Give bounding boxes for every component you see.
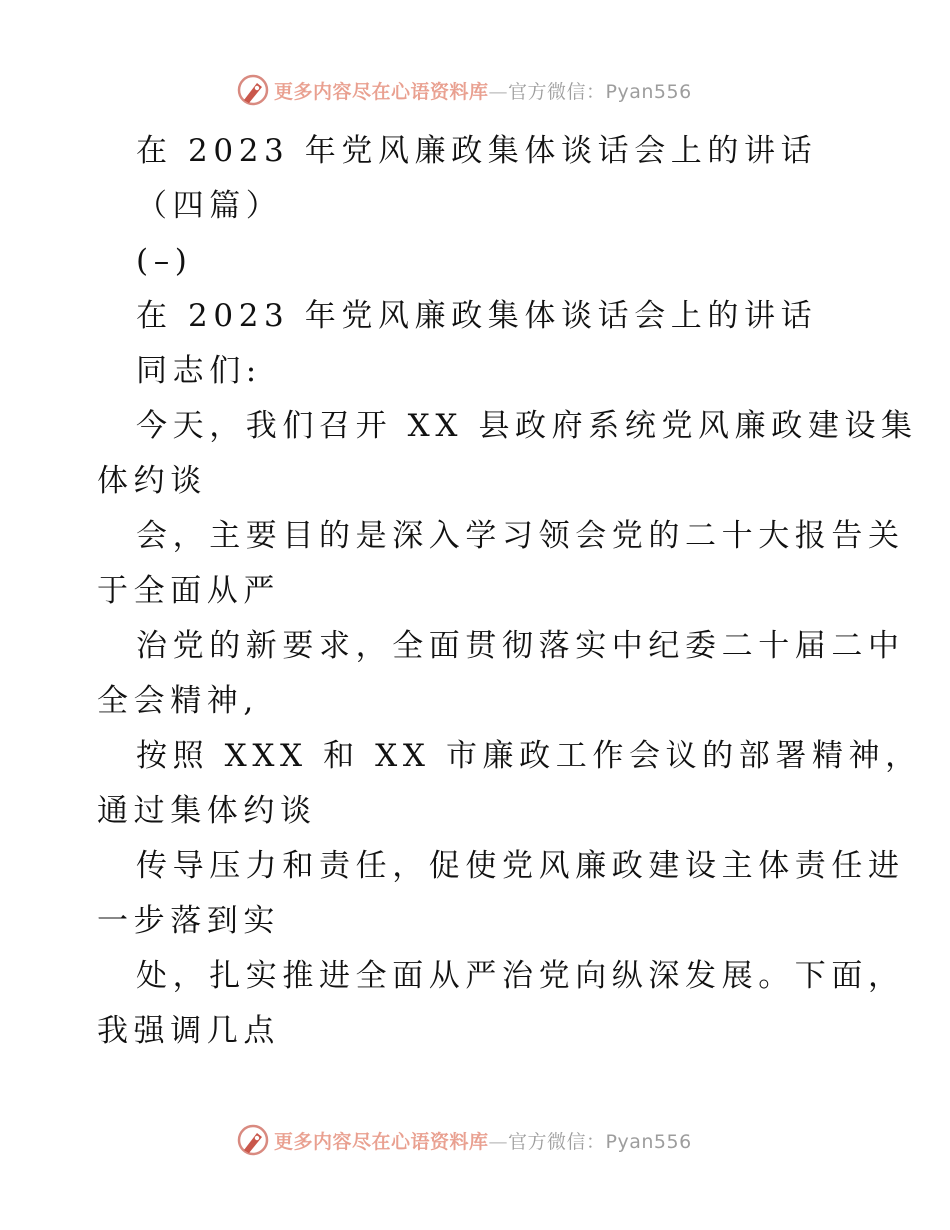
paragraph-line: 全会精神,	[97, 683, 259, 719]
paragraph-line: 我强调几点	[97, 1013, 280, 1049]
paragraph-line: 一步落到实	[97, 903, 280, 939]
watermark-wechat: 官方微信：Pyan556	[508, 80, 692, 103]
footer-watermark	[236, 1122, 692, 1158]
document-body	[97, 124, 922, 1059]
paragraph-line: 于全面从严	[97, 573, 280, 609]
paragraph-line: 传导压力和责任，促使党风廉政建设主体责任进	[136, 848, 905, 884]
document-title: 在 2023 年党风廉政集体谈话会上的讲话	[136, 133, 818, 169]
watermark-dash: —	[488, 80, 509, 103]
watermark-brand: 更多内容尽在心语资料库	[274, 1130, 489, 1153]
pen-nib-logo-icon	[236, 1123, 270, 1157]
document-subtitle: （四篇）	[136, 188, 283, 224]
pen-nib-logo-icon	[236, 73, 270, 107]
section-number: (–)	[136, 243, 193, 279]
paragraph-line: 处，扎实推进全面从严治党向纵深发展。下面，	[136, 958, 905, 994]
paragraph-line: 按照 XXX 和 XX 市廉政工作会议的部署精神，	[136, 738, 922, 774]
paragraph-line: 今天，我们召开 XX 县政府系统党风廉政建设集	[136, 408, 918, 444]
watermark-dash: —	[488, 1130, 509, 1153]
paragraph-line: 会，主要目的是深入学习领会党的二十大报告关	[136, 518, 905, 554]
paragraph-line: 治党的新要求，全面贯彻落实中纪委二十届二中	[136, 628, 905, 664]
header-watermark	[236, 72, 692, 108]
section-title: 在 2023 年党风廉政集体谈话会上的讲话	[136, 298, 818, 334]
paragraph-line: 体约谈	[97, 463, 207, 499]
paragraph-line: 通过集体约谈	[97, 793, 317, 829]
watermark-brand: 更多内容尽在心语资料库	[274, 80, 489, 103]
salutation: 同志们:	[136, 353, 262, 389]
watermark-wechat: 官方微信：Pyan556	[508, 1130, 692, 1153]
